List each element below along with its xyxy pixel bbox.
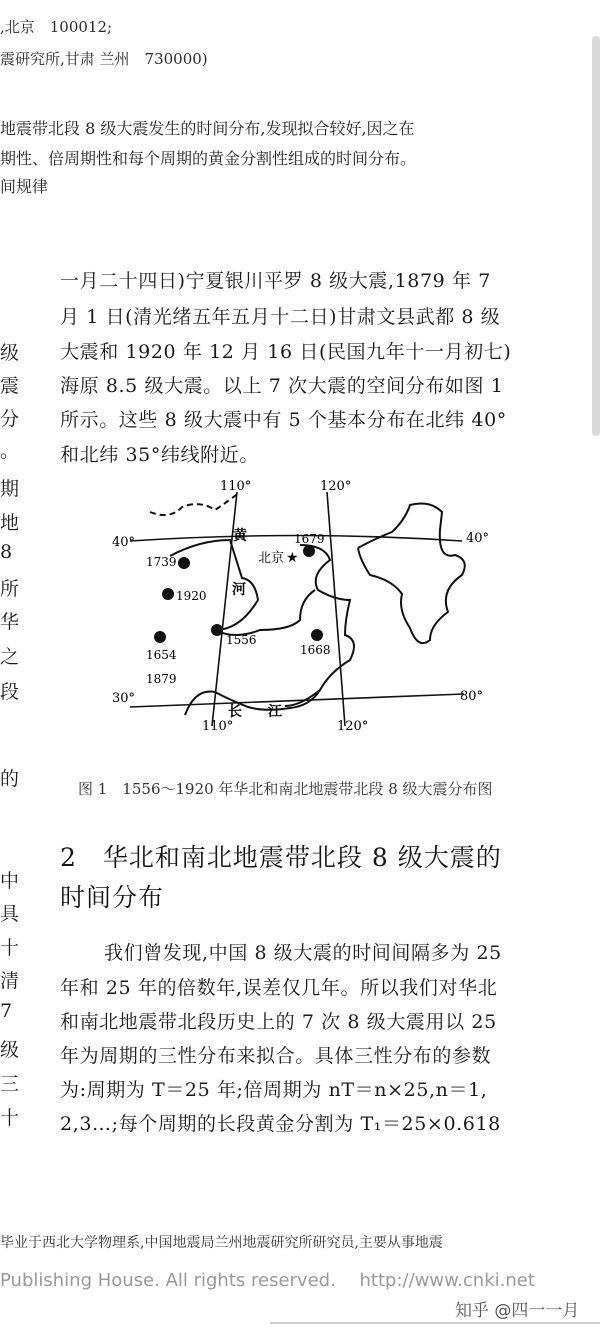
bottom-divider bbox=[270, 1322, 600, 1324]
lon-label: 120° bbox=[337, 719, 369, 734]
border-dashes bbox=[150, 492, 240, 515]
abstract-keywords: 间规律 bbox=[0, 177, 49, 196]
quake-marker bbox=[311, 629, 323, 641]
abstract-line-2: 期性、倍周期性和每个周期的黄金分割性组成的时间分布。 bbox=[0, 149, 417, 168]
lat-label: 30° bbox=[112, 691, 136, 706]
left-char: 。 bbox=[0, 440, 20, 462]
copyright-line: Publishing House. All rights reserved. http://www.cnki.net bbox=[0, 1270, 535, 1291]
lon-label: 120° bbox=[320, 479, 352, 494]
quake-label: 1679 bbox=[294, 532, 325, 546]
footnote: 毕业于西北大学物理系,中国地震局兰州地震研究所研究员,主要从事地震 bbox=[0, 1235, 443, 1251]
body-line: 海原 8.5 级大震。以上 7 次大震的空间分布如图 1 bbox=[60, 375, 504, 397]
lat-label: 80° bbox=[460, 689, 484, 704]
left-char: 段 bbox=[0, 681, 20, 703]
body-line: 大震和 1920 年 12 月 16 日(民国九年十一月初七) bbox=[60, 341, 512, 363]
lon-label: 110° bbox=[202, 719, 234, 734]
left-char: 三 bbox=[0, 1073, 20, 1095]
earthquake-map bbox=[100, 475, 500, 737]
watermark: 知乎 @四一一月 bbox=[455, 1301, 580, 1321]
left-char: 的 bbox=[0, 768, 20, 790]
left-char: 具 bbox=[0, 903, 20, 925]
left-char: 之 bbox=[0, 646, 20, 668]
quake-label: 1668 bbox=[300, 643, 331, 657]
quake-marker bbox=[303, 545, 315, 557]
place-beijing: 北京 bbox=[258, 551, 285, 566]
place-label: 长 bbox=[228, 704, 242, 720]
body-line: 2,3…;每个周期的长段黄金分割为 T₁＝25×0.618 bbox=[60, 1113, 501, 1135]
latitude-30-line bbox=[130, 694, 464, 707]
place-label: 河 bbox=[232, 582, 246, 598]
quake-label: 1920 bbox=[176, 589, 207, 603]
place-label: 江 bbox=[268, 704, 282, 720]
figure-caption: 图 1 1556～1920 年华北和南北地震带北段 8 级大震分布图 bbox=[78, 780, 493, 798]
abstract-line-1: 地震带北段 8 级大震发生的时间分布,发现拟合较好,因之在 bbox=[0, 119, 415, 138]
left-char: 地 bbox=[0, 512, 20, 534]
quake-label: 1556 bbox=[226, 633, 257, 647]
quake-label: 1654 bbox=[146, 648, 177, 662]
quake-label: 1739 bbox=[146, 555, 177, 569]
left-char: 震 bbox=[0, 375, 20, 397]
left-char: 级 bbox=[0, 1039, 20, 1061]
left-char: 中 bbox=[0, 870, 20, 892]
quake-label: 1879 bbox=[146, 672, 177, 686]
body-line: 所示。这些 8 级大震中有 5 个基本分布在北纬 40° bbox=[60, 409, 507, 431]
lat-label: 40° bbox=[112, 535, 136, 550]
star-icon: ★ bbox=[286, 550, 299, 566]
scrollbar[interactable] bbox=[592, 36, 600, 436]
left-char: 所 bbox=[0, 578, 20, 600]
left-char: 级 bbox=[0, 342, 20, 364]
affiliation-line-1: ,北京 100012; bbox=[0, 18, 113, 36]
body-line: 月 1 日(清光绪五年五月十二日)甘肃文县武都 8 级 bbox=[60, 306, 501, 328]
lon-label: 110° bbox=[220, 479, 252, 494]
quake-marker bbox=[178, 557, 190, 569]
left-char: 十 bbox=[0, 1107, 20, 1129]
affiliation-line-2: 震研究所,甘肃 兰州 730000) bbox=[0, 50, 208, 68]
body-line: 年为周期的三性分布来拟合。具体三性分布的参数 bbox=[60, 1045, 492, 1067]
left-char: 期 bbox=[0, 478, 20, 500]
body-line: 和北纬 35°纬线附近。 bbox=[60, 444, 259, 466]
body-line: 我们曾发现,中国 8 级大震的时间间隔多为 25 bbox=[104, 942, 502, 964]
coastline bbox=[285, 545, 354, 706]
left-char: 7 bbox=[0, 1000, 13, 1022]
left-char: 清 bbox=[0, 970, 20, 992]
body-line: 为:周期为 T＝25 年;倍周期为 nT＝n×25,n＝1, bbox=[60, 1079, 488, 1101]
quake-marker bbox=[154, 631, 166, 643]
left-char: 8 bbox=[0, 541, 13, 563]
meridian-120 bbox=[327, 492, 345, 726]
korea-peninsula bbox=[358, 504, 465, 644]
section-heading-cont: 时间分布 bbox=[60, 883, 165, 912]
left-char: 十 bbox=[0, 937, 20, 959]
quake-marker bbox=[162, 588, 174, 600]
left-char: 分 bbox=[0, 408, 20, 430]
body-line: 一月二十四日)宁夏银川平罗 8 级大震,1879 年 7 bbox=[60, 270, 491, 292]
body-line: 年和 25 年的倍数年,误差仅几年。所以我们对华北 bbox=[60, 977, 498, 999]
section-heading: 2 华北和南北地震带北段 8 级大震的 bbox=[60, 843, 502, 872]
left-char: 华 bbox=[0, 611, 20, 633]
lat-label: 40° bbox=[466, 531, 490, 546]
body-line: 和南北地震带北段历史上的 7 次 8 级大震用以 25 bbox=[60, 1011, 497, 1033]
place-label: 黄 bbox=[233, 528, 247, 544]
quake-marker bbox=[211, 624, 223, 636]
